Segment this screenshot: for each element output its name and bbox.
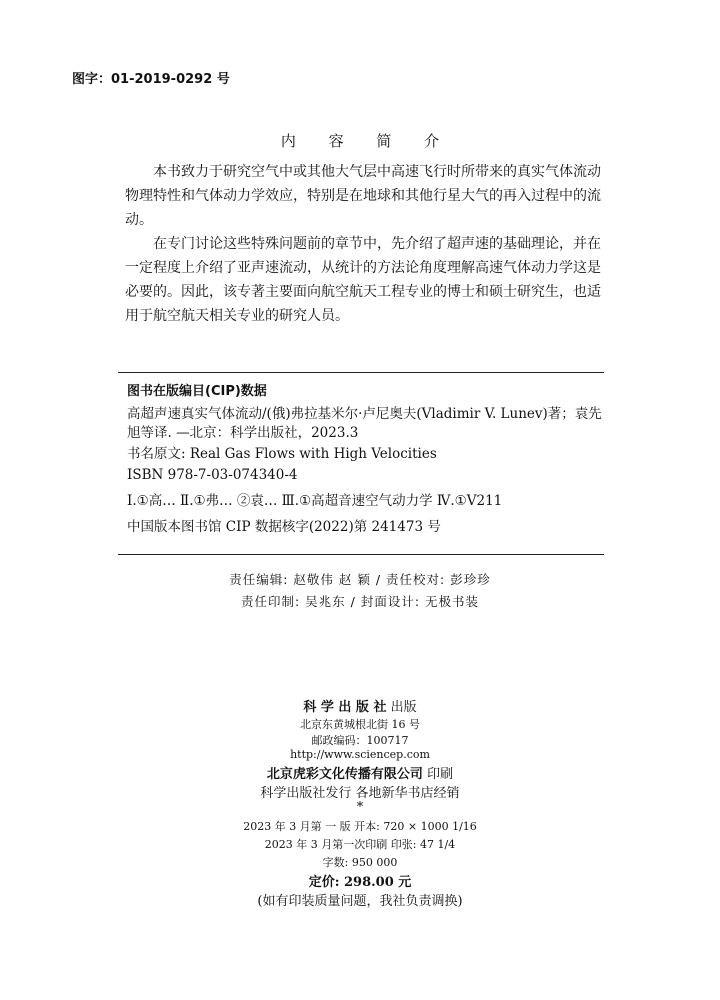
- edition-info: 2023 年 3 月第 一 版 开本: 720 × 1000 1/16: [243, 820, 477, 833]
- separator-asterisk: *: [356, 800, 364, 815]
- printer-suffix: 印刷: [427, 767, 454, 782]
- credits-editors: 责任编辑: 赵敬伟 赵 颖 / 责任校对: 彭珍珍: [229, 572, 491, 587]
- summary-body: [125, 160, 610, 328]
- publisher-name: 科 学 出 版 社: [303, 700, 387, 715]
- registration-number: 图字：01-2019-0292 号: [72, 72, 230, 87]
- distribution-line: 科学出版社发行 各地新华书店经销: [260, 786, 460, 801]
- word-count: 字数: 950 000: [322, 856, 398, 869]
- cip-verification: 中国版本图书馆 CIP 数据核字(2022)第 241473 号: [127, 519, 441, 535]
- publisher-line: [0, 696, 720, 715]
- summary-paragraph: 在专门讨论这些特殊问题前的章节中，先介绍了超声速的基础理论，并在一定程度上介绍了亚声速流动，从统计的方法论角度理解高速气体动力学这是必要的。因此，该专著主要面向航空航天工程专业的博士和硕士研究生，也适用于航空航天相关专业的研究人员。: [125, 236, 601, 324]
- summary-paragraph: 本书致力于研究空气中或其他大气层中高速飞行时所带来的真实气体流动物理特性和气体动力学效应，特别是在地球和其他行星大气的再入过程中的流动。: [125, 164, 601, 228]
- publisher-url: http://www.sciencep.com: [290, 748, 430, 761]
- publisher-suffix: 出版: [390, 700, 417, 715]
- cip-bottom-rule: [118, 554, 604, 555]
- printing-info: 2023 年 3 月第一次印刷 印张: 47 1/4: [264, 838, 456, 851]
- credits-production: 责任印制: 吴兆东 / 封面设计: 无极书装: [240, 594, 480, 609]
- publisher-address: 北京东黄城根北街 16 号: [300, 718, 420, 731]
- price: 定价: 298.00 元: [308, 875, 412, 890]
- summary-title: 内 容 简 介: [280, 132, 454, 150]
- quality-note: (如有印装质量问题，我社负责调换): [257, 894, 463, 909]
- cip-original-title: 书名原文: Real Gas Flows with High Velocities: [127, 446, 437, 462]
- cip-isbn: ISBN 978-7-03-074340-4: [127, 467, 298, 483]
- publisher-postcode: 邮政编码：100717: [311, 734, 409, 747]
- cip-heading: 图书在版编目(CIP)数据: [127, 384, 267, 399]
- cip-record: [127, 405, 607, 544]
- cip-classification: Ⅰ.①高… Ⅱ.①弗… ②袁… Ⅲ.①高超音速空气动力学 Ⅳ.①V211: [127, 493, 503, 509]
- cip-top-rule: [118, 372, 604, 373]
- printer-name: 北京虎彩文化传播有限公司: [266, 767, 423, 782]
- cip-entry: 高超声速真实气体流动/(俄)弗拉基米尔·卢尼奥夫(Vladimir V. Lunev)著；袁先旭等译. —北京：科学出版社，2023.3: [127, 406, 602, 441]
- printer-line: [0, 763, 720, 782]
